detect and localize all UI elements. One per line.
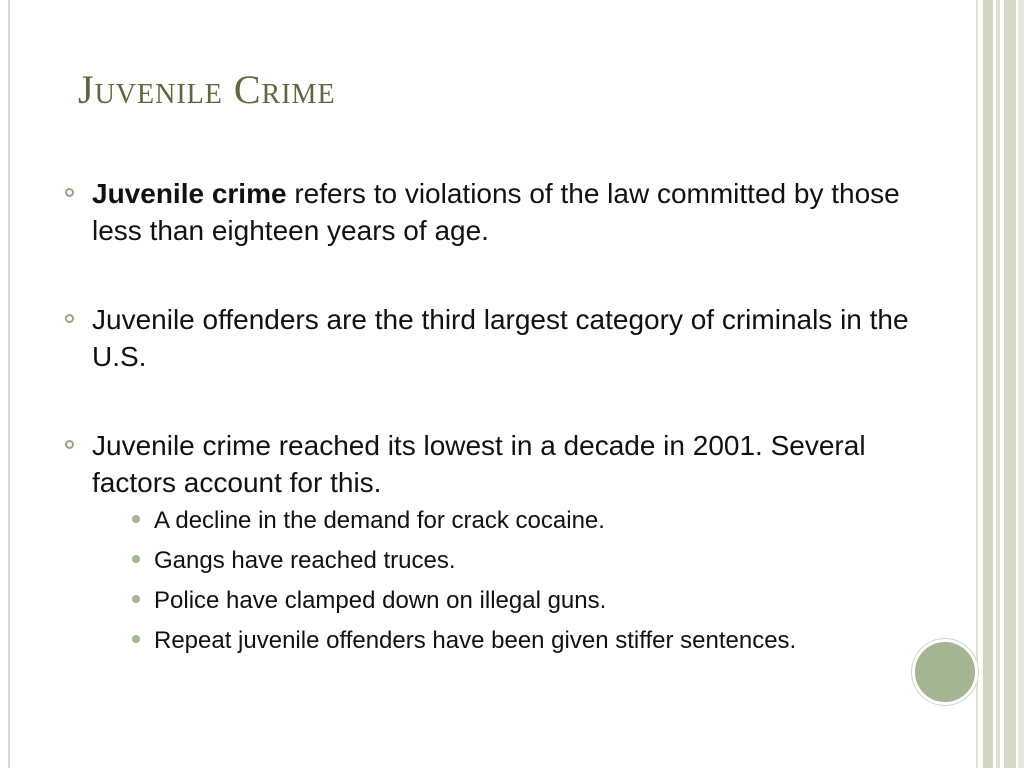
bullet-text: Juvenile crime reached its lowest in a decade in 2001. Several factors account for this. <box>92 430 866 498</box>
bullet-text: Juvenile offenders are the third largest category of criminals in the U.S. <box>92 304 909 372</box>
sub-bullet-item <box>132 505 930 536</box>
ring-bullet-icon <box>65 314 74 323</box>
right-edge-stripe <box>976 0 978 768</box>
left-border-rule <box>8 0 10 768</box>
bullet-text: refers to violations of the law committed by those less than eighteen years of age. <box>92 178 900 246</box>
dot-bullet-icon <box>132 555 140 563</box>
right-edge-stripe <box>996 0 1000 768</box>
dot-bullet-icon <box>132 635 140 643</box>
slide-title: Juvenile Crime <box>78 67 336 112</box>
bullet-item <box>60 427 930 656</box>
dot-bullet-icon <box>132 515 140 523</box>
right-edge-stripe <box>1018 0 1024 768</box>
bullet-item <box>60 175 930 249</box>
bullet-item <box>60 301 930 375</box>
sub-bullet-list <box>92 505 930 656</box>
ring-bullet-icon <box>65 188 74 197</box>
ring-bullet-icon <box>65 440 74 449</box>
sub-bullet-item <box>132 545 930 576</box>
dot-bullet-icon <box>132 595 140 603</box>
sub-bullet-text: A decline in the demand for crack cocaine. <box>154 507 605 534</box>
right-edge-stripe <box>983 0 993 768</box>
sub-bullet-item <box>132 585 930 616</box>
sub-bullet-text: Gangs have reached truces. <box>154 547 456 574</box>
bullet-list <box>60 175 930 665</box>
sub-bullet-item <box>132 625 930 656</box>
bullet-bold-term: Juvenile crime <box>92 178 287 209</box>
sub-bullet-text: Police have clamped down on illegal guns. <box>154 587 607 614</box>
sub-bullet-text: Repeat juvenile offenders have been given stiffer sentences. <box>154 627 797 654</box>
right-edge-stripe <box>1004 0 1016 768</box>
